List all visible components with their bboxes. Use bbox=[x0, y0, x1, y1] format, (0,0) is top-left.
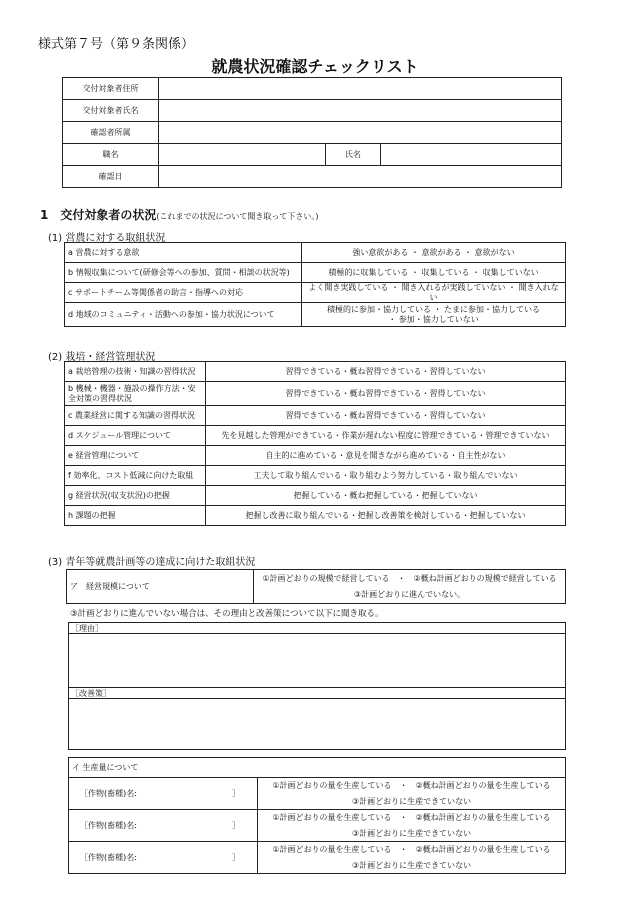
sub2-item-g: g 経営状況(収支状況)の把握 bbox=[65, 486, 206, 506]
sub1-choices-b[interactable]: 積極的に収集している ・ 収集している ・ 収集していない bbox=[302, 263, 566, 283]
production-choices-1-line2[interactable]: ③計画どおりに生産できていない bbox=[258, 794, 566, 810]
crop-close-3: ］ bbox=[232, 852, 240, 862]
section1-heading: 1 交付対象者の状況 bbox=[40, 208, 157, 222]
sub2-choices-b[interactable]: 習得できている・概ね習得できている・習得していない bbox=[206, 382, 566, 406]
name-label: 交付対象者氏名 bbox=[63, 100, 159, 122]
improvement-divider bbox=[69, 698, 565, 699]
form-number: 様式第７号（第９条関係） bbox=[38, 37, 195, 52]
sub1-choices-a[interactable]: 強い意欲がある ・ 意欲がある ・ 意欲がない bbox=[302, 243, 566, 263]
sub3-heading: (3) 青年等就農計画等の達成に向けた取組状況 bbox=[48, 557, 256, 568]
confirmer-name-label: 氏名 bbox=[326, 144, 381, 166]
sub2-choices-f[interactable]: 工夫して取り組んでいる・取り組むよう努力している・取り組んでいない bbox=[206, 466, 566, 486]
scale-label: ア 経営規模について bbox=[67, 570, 254, 604]
reason-divider bbox=[69, 633, 565, 634]
production-choices-3-line1[interactable]: ①計画どおりの量を生産している ・ ②概ね計画どおりの量を生産している bbox=[258, 842, 566, 858]
production-table bbox=[68, 757, 566, 874]
sub2-item-a: a 栽培管理の技術・知識の習得状況 bbox=[65, 362, 206, 382]
improvement-field[interactable] bbox=[69, 700, 565, 748]
production-label: イ 生産量について bbox=[69, 758, 566, 778]
crop-close-1: ］ bbox=[232, 788, 240, 798]
sub1-choices-d[interactable]: 積極的に参加・協力している ・ たまに参加・協力している ・ 参加・協力していない bbox=[302, 303, 566, 327]
sub2-choices-d[interactable]: 先を見越した管理ができている・作業が遅れない程度に管理できている・管理できていない bbox=[206, 426, 566, 446]
sub2-choices-a[interactable]: 習得できている・概ね習得できている・習得していない bbox=[206, 362, 566, 382]
sub2-choices-c[interactable]: 習得できている・概ね習得できている・習得していない bbox=[206, 406, 566, 426]
sub2-choices-g[interactable]: 把握している・概ね把握している・把握していない bbox=[206, 486, 566, 506]
crop-label-2: ［作物(畜種)名: bbox=[80, 820, 137, 830]
confirmer-name-field[interactable] bbox=[381, 144, 562, 166]
sub1-item-d: d 地域のコミュニティ・活動への参加・協力状況について bbox=[65, 303, 302, 327]
sub1-table bbox=[64, 242, 566, 327]
affiliation-field[interactable] bbox=[159, 122, 562, 144]
section1-heading-wrap bbox=[40, 206, 318, 223]
reason-field[interactable] bbox=[69, 635, 565, 687]
sub2-choices-h[interactable]: 把握し改善に取り組んでいる・把握し改善策を検討している・把握していない bbox=[206, 506, 566, 526]
sub2-table bbox=[64, 361, 566, 526]
reason-label: ［理由］ bbox=[71, 624, 103, 633]
improvement-top-divider bbox=[69, 687, 565, 688]
sub1-item-a: a 営農に対する意欲 bbox=[65, 243, 302, 263]
scale-choices-1[interactable]: ①計画どおりの規模で経営している ・ ②概ね計画どおりの規模で経営している bbox=[254, 570, 566, 587]
sub2-choices-e[interactable]: 自主的に進めている・意見を聞きながら進めている・自主性がない bbox=[206, 446, 566, 466]
sub2-item-b: b 機械・機器・施設の操作方法・安全対策の習得状況 bbox=[65, 382, 206, 406]
header-table bbox=[62, 77, 562, 188]
sub2-heading: (2) 栽培・経営管理状況 bbox=[48, 352, 156, 363]
sub2-item-e: e 経営管理について bbox=[65, 446, 206, 466]
page-title: 就農状況確認チェックリスト bbox=[211, 57, 419, 76]
sub2-item-f: f 効率化、コスト低減に向けた取組 bbox=[65, 466, 206, 486]
production-choices-1-line1[interactable]: ①計画どおりの量を生産している ・ ②概ね計画どおりの量を生産している bbox=[258, 778, 566, 794]
production-choices-2-line2[interactable]: ③計画どおりに生産できていない bbox=[258, 826, 566, 842]
sub2-item-c: c 農業経営に関する知識の習得状況 bbox=[65, 406, 206, 426]
production-choices-2-line1[interactable]: ①計画どおりの量を生産している ・ ②概ね計画どおりの量を生産している bbox=[258, 810, 566, 826]
crop-label-1: ［作物(畜種)名: bbox=[80, 788, 137, 798]
crop-row-1[interactable] bbox=[69, 778, 258, 810]
date-field[interactable] bbox=[159, 166, 562, 188]
sub1-item-b: b 情報収集について(研修会等への参加、質問・相談の状況等) bbox=[65, 263, 302, 283]
crop-row-3[interactable] bbox=[69, 842, 258, 874]
address-field[interactable] bbox=[159, 78, 562, 100]
position-field[interactable] bbox=[159, 144, 326, 166]
sub2-item-d: d スケジュール管理について bbox=[65, 426, 206, 446]
sub1-item-c: c サポートチーム等関係者の助言・指導への対応 bbox=[65, 283, 302, 303]
improvement-label: ［改善策］ bbox=[71, 689, 111, 698]
name-field[interactable] bbox=[159, 100, 562, 122]
production-choices-3-line2[interactable]: ③計画どおりに生産できていない bbox=[258, 858, 566, 874]
crop-row-2[interactable] bbox=[69, 810, 258, 842]
reason-improvement-box bbox=[68, 622, 566, 750]
instruction-text: ③計画どおりに進んでいない場合は、その理由と改善策について以下に聞き取る。 bbox=[70, 609, 384, 619]
crop-close-2: ］ bbox=[232, 820, 240, 830]
sub1-choices-c[interactable]: よく聞き実践している ・ 聞き入れるが実践していない ・ 聞き入れない bbox=[302, 283, 566, 303]
address-label: 交付対象者住所 bbox=[63, 78, 159, 100]
affiliation-label: 確認者所属 bbox=[63, 122, 159, 144]
scale-table bbox=[66, 569, 566, 604]
scale-choices-2[interactable]: ③計画どおりに進んでいない。 bbox=[254, 587, 566, 604]
crop-label-3: ［作物(畜種)名: bbox=[80, 852, 137, 862]
position-label: 職名 bbox=[63, 144, 159, 166]
sub1-heading: (1) 営農に対する取組状況 bbox=[48, 233, 166, 244]
section1-note: (これまでの状況について聞き取って下さい。) bbox=[156, 212, 319, 221]
date-label: 確認日 bbox=[63, 166, 159, 188]
sub2-item-h: h 課題の把握 bbox=[65, 506, 206, 526]
